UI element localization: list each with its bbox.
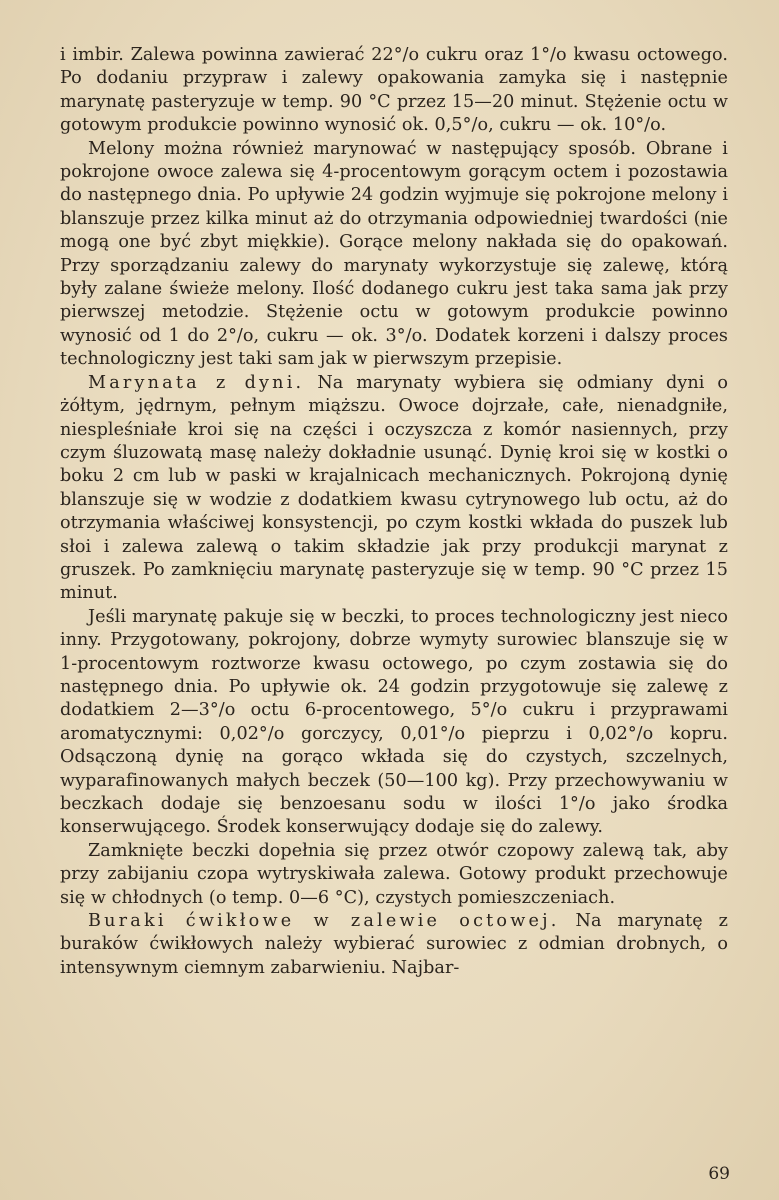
paragraph-pumpkin-marinade: [60, 372, 728, 606]
page-number: 69: [708, 1164, 730, 1184]
paragraph-text: Zamknięte beczki dopełnia się przez otwór czopowy zalewą tak, aby przy zabijaniu czopa wytryskiwała zalewa. Gotowy produkt przechowuje się w chłodnych (o temp. 0—6 °C), czystych pomieszczeniach.: [60, 840, 728, 908]
section-heading-beetroot: Buraki ćwikłowe w zalewie octowej.: [88, 911, 560, 932]
paragraph-beetroot-marinade: [60, 910, 728, 980]
paragraph-melon-method: [60, 138, 728, 372]
paragraph-text: i imbir. Zalewa powinna zawierać 22°/o cukru oraz 1°/o kwasu octowego. Po dodaniu przypraw i zalewy opakowania zamyka się i następnie marynatę pasteryzuje w temp. 90 °C przez 15—20 minut. Stężenie octu w gotowym produkcie powinno wynosić ok. 0,5°/o, cukru — ok. 10°/o.: [60, 45, 728, 136]
paragraph-text: Na marynaty wybiera się odmiany dyni o żółtym, jędrnym, pełnym miąższu. Owoce dojrzałe, całe, nienadgniłe, niespleśniałe kroi się na części i oczyszcza z komór nasiennych, przy czym śluzowatą masę należy dokładnie usunąć. Dynię kroi się w kostki o boku 2 cm lub w paski w krajalnicach mechanicznych. Pokrojoną dynię blanszuje się w wodzie z dodatkiem kwasu cytrynowego lub octu, aż do otrzymania właściwej konsystencji, po czym kostki wkłada do puszek lub słoi i zalewa zalewą o takim składzie jak przy produkcji marynat z gruszek. Po zamknięciu marynatę pasteryzuje się w temp. 90 °C przez 15 minut.: [60, 372, 728, 604]
body-text: [60, 44, 728, 980]
paragraph-barrel-packing: [60, 606, 728, 840]
paragraph-text: Melony można również marynować w następujący sposób. Obrane i pokrojone owoce zalewa się 4-procentowym gorącym octem i pozostawia do następnego dnia. Po upływie 24 godzin wyjmuje się pokrojone melony i blanszuje przez kilka minut aż do otrzymania odpowiedniej twardości (nie mogą one być zbyt miękkie). Gorące melony nakłada się do opakowań. Przy sporządzaniu zalewy do marynaty wykorzystuje się zalewę, którą były zalane świeże melony. Ilość dodanego cukru jest taka sama jak przy pierwszej metodzie. Stężenie octu w gotowym produkcie powinno wynosić od 1 do 2°/o, cukru — ok. 3°/o. Dodatek korzeni i dalszy proces technologiczny jest taki sam jak w pierwszym przepisie.: [60, 138, 728, 370]
paragraph-barrel-storage: [60, 840, 728, 910]
paragraph-text: Jeśli marynatę pakuje się w beczki, to proces technologiczny jest nieco inny. Przygotowany, pokrojony, dobrze wymyty surowiec blanszuje się w 1-procentowym roztworze kwasu octowego, po czym zostawia się do następnego dnia. Po upływie ok. 24 godzin przygotowuje się zalewę z dodatkiem 2—3°/o octu 6-procentowego, 5°/o cukru i przyprawami aromatycznymi: 0,02°/o gorczycy, 0,01°/o pieprzu i 0,02°/o kopru. Odsączoną dynię na gorąco wkłada się do czystych, szczelnych, wyparafinowanych małych beczek (50—100 kg). Przy przechowywaniu w beczkach dodaje się benzoesanu sodu w ilości 1°/o jako środka konserwującego. Środek konserwujący dodaje się do zalewy.: [60, 606, 728, 838]
paragraph-ginger-brine: [60, 44, 728, 138]
paragraph-text: Na marynatę z buraków ćwikłowych należy wybierać surowiec z odmian drobnych, o intensywnym ciemnym zabarwieniu. Najbar-: [60, 911, 728, 978]
section-heading-pumpkin: Marynata z dyni.: [88, 372, 305, 393]
